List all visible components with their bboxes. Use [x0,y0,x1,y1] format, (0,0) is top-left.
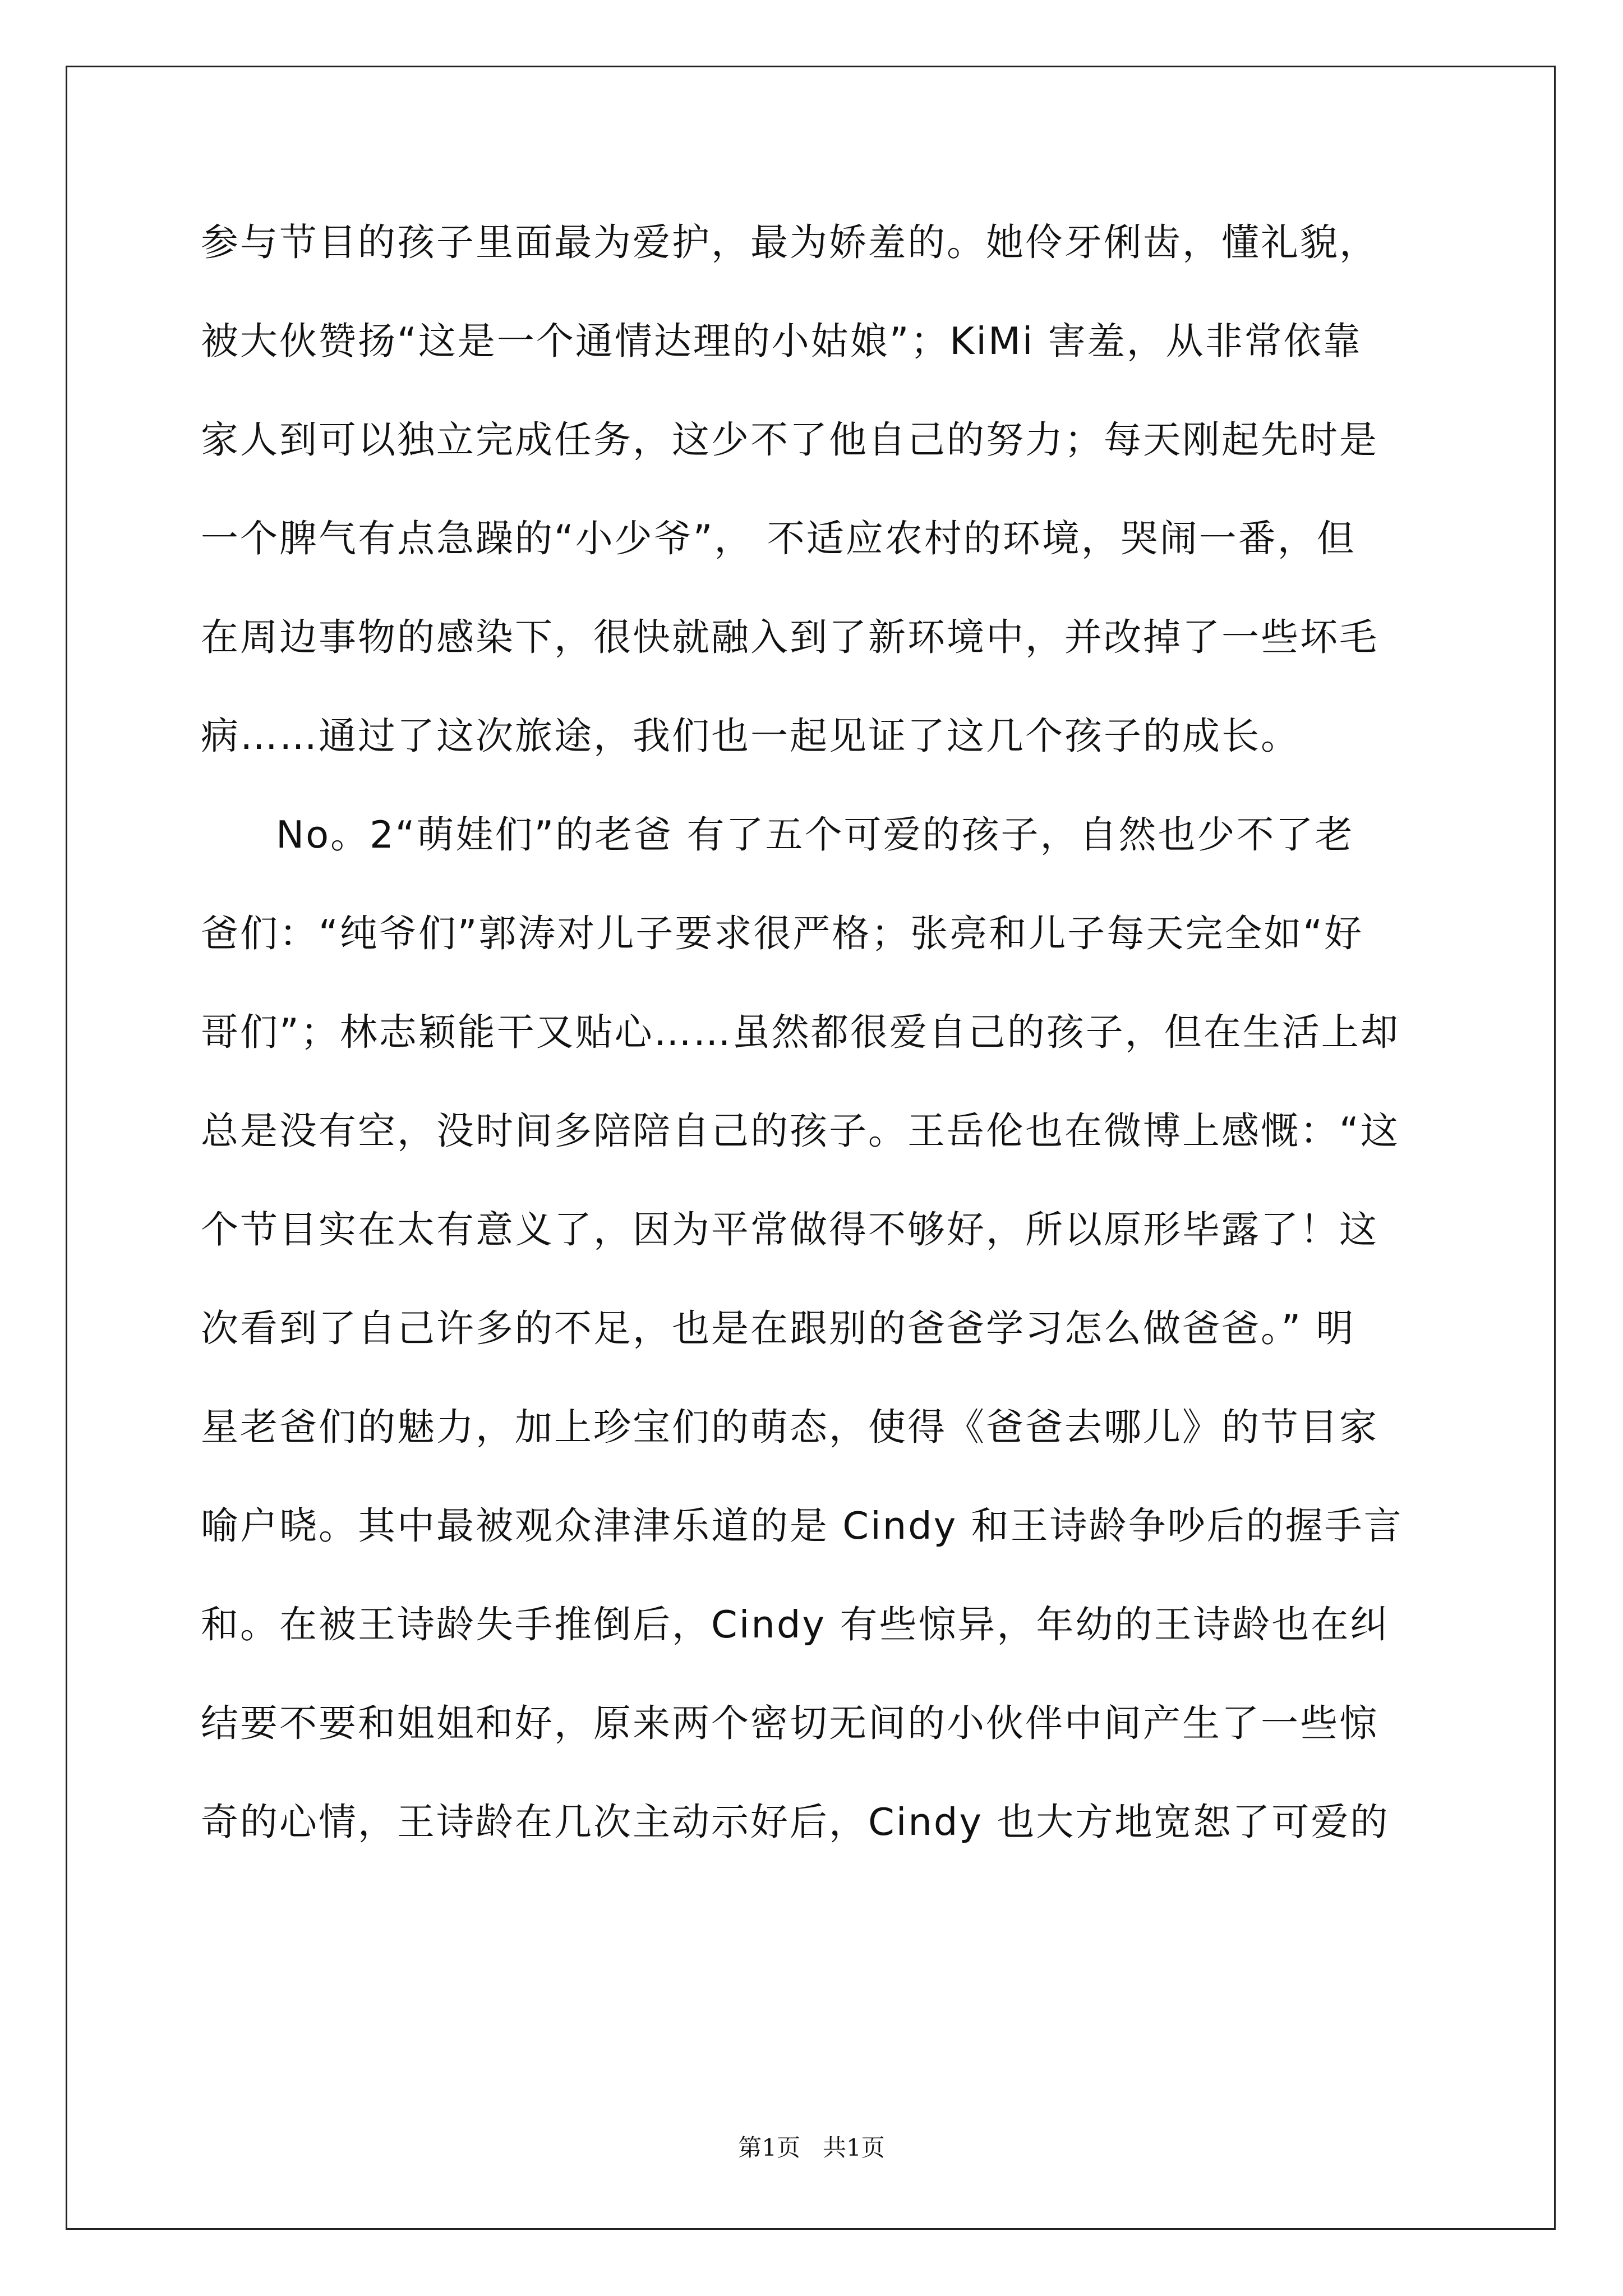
text-line: 被大伙赞扬“这是一个通情达理的小姑娘”；KiMi 害羞，从非常依靠 [201,319,1362,363]
text-line: 病……通过了这次旅途，我们也一起见证了这几个孩子的成长。 [201,714,1300,758]
text-line: 喻户晓。其中最被观众津津乐道的是 Cindy 和王诗龄争吵后的握手言 [201,1504,1403,1548]
page-number: 第1页 [738,2134,800,2161]
text-line: 个节目实在太有意义了，因为平常做得不够好，所以原形毕露了！这 [201,1208,1378,1251]
text-line: 奇的心情，王诗龄在几次主动示好后，Cindy 也大方地宽恕了可爱的 [201,1800,1390,1844]
text-line: 一个脾气有点急躁的“小少爷”， 不适应农村的环境，哭闹一番，但 [201,517,1356,560]
text-line: 参与节目的孩子里面最为爱护，最为娇羞的。她伶牙俐齿，懂礼貌， [201,220,1378,264]
text-line: 在周边事物的感染下，很快就融入到了新环境中，并改掉了一些坏毛 [201,615,1378,659]
text-line: 家人到可以独立完成任务，这少不了他自己的努力；每天刚起先时是 [201,418,1378,462]
document-body [201,193,1423,1871]
page-footer [0,2129,1623,2163]
text-line: 星老爸们的魅力，加上珍宝们的萌态，使得《爸爸去哪儿》的节目家 [201,1405,1378,1449]
page-total: 共1页 [823,2134,885,2161]
text-line: 次看到了自己许多的不足，也是在跟别的爸爸学习怎么做爸爸。” 明 [201,1306,1355,1350]
text-line: 总是没有空，没时间多陪陪自己的孩子。王岳伦也在微博上感慨：“这 [201,1109,1400,1153]
text-line: 哥们”；林志颖能干又贴心……虽然都很爱自己的孩子，但在生活上却 [201,1010,1400,1054]
text-line: 和。在被王诗龄失手推倒后，Cindy 有些惊异，年幼的王诗龄也在纠 [201,1603,1390,1646]
text-line: 爸们：“纯爷们”郭涛对儿子要求很严格；张亮和儿子每天完全如“好 [201,912,1364,955]
paragraph-start-line: No。2“萌娃们”的老爸 有了五个可爱的孩子，自然也少不了老 [276,813,1354,857]
text-line: 结要不要和姐姐和好，原来两个密切无间的小伙伴中间产生了一些惊 [201,1701,1378,1745]
